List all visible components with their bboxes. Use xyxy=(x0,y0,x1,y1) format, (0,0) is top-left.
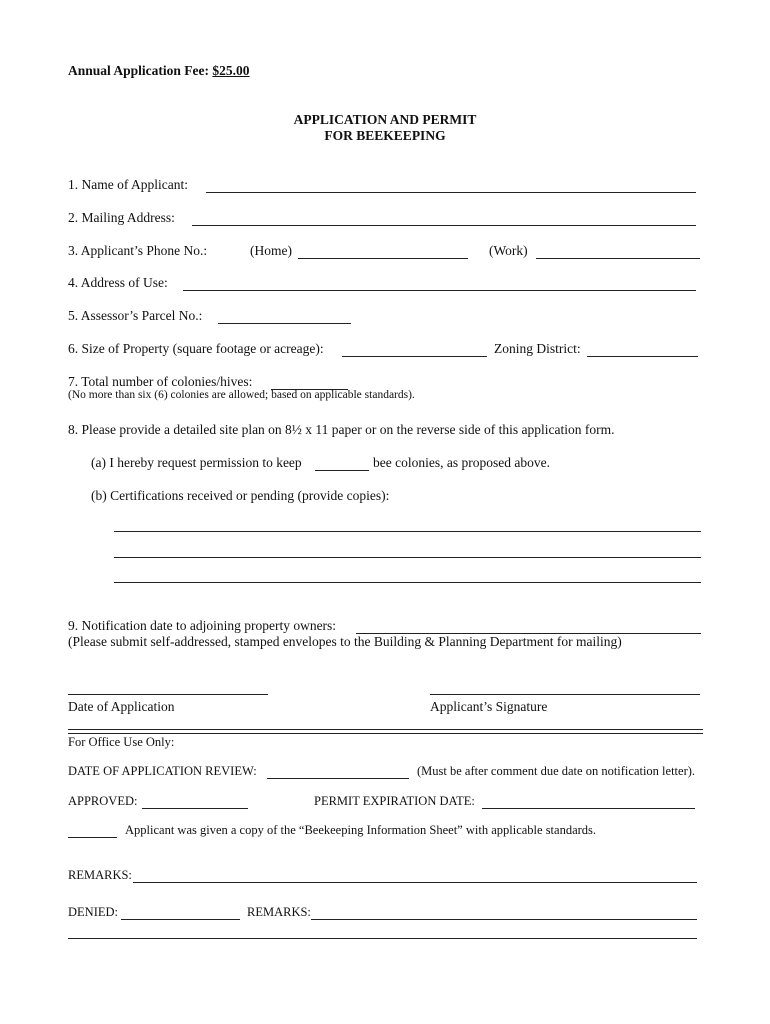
info-sheet-statement: Applicant was given a copy of the “Beekeeping Information Sheet” with applicable standards. xyxy=(125,823,597,837)
denied-remarks-label: REMARKS: xyxy=(247,905,311,919)
colonies-count-field[interactable] xyxy=(271,373,348,390)
parcel-number-field[interactable] xyxy=(218,307,351,324)
office-use-heading: For Office Use Only: xyxy=(68,735,175,749)
permission-request-suffix: bee colonies, as proposed above. xyxy=(373,455,550,470)
name-of-applicant-field[interactable] xyxy=(206,176,696,193)
permit-expiration-field[interactable] xyxy=(482,792,695,809)
remarks-label: REMARKS: xyxy=(68,868,132,882)
office-use-divider xyxy=(68,729,703,734)
zoning-district-label: Zoning District: xyxy=(494,341,581,356)
denied-remarks-field[interactable] xyxy=(311,903,697,920)
form-title-line2: FOR BEEKEEPING xyxy=(324,128,446,143)
property-size-field[interactable] xyxy=(342,340,487,357)
permission-request-label: (a) I hereby request permission to keep xyxy=(91,455,302,470)
site-plan-instruction: 8. Please provide a detailed site plan on 8½ x 11 paper or on the reverse side of this application form. xyxy=(68,422,615,437)
colonies-count-label: 7. Total number of colonies/hives: xyxy=(68,374,253,389)
notification-date-label: 9. Notification date to adjoining property owners: xyxy=(68,618,337,633)
zoning-district-field[interactable] xyxy=(587,340,698,357)
date-of-application-line[interactable] xyxy=(68,694,268,695)
certifications-line-3[interactable] xyxy=(114,566,701,583)
applicant-signature-line[interactable] xyxy=(430,694,700,695)
permit-expiration-label: PERMIT EXPIRATION DATE: xyxy=(314,794,475,808)
review-date-field[interactable] xyxy=(267,762,409,779)
review-date-label: DATE OF APPLICATION REVIEW: xyxy=(68,764,257,778)
parcel-number-label: 5. Assessor’s Parcel No.: xyxy=(68,308,203,323)
applicant-signature-label: Applicant’s Signature xyxy=(430,699,548,714)
denied-label: DENIED: xyxy=(68,905,118,919)
form-title-line1: APPLICATION AND PERMIT xyxy=(293,112,477,127)
phone-label: 3. Applicant’s Phone No.: xyxy=(68,243,208,258)
phone-home-field[interactable] xyxy=(298,242,468,259)
phone-home-label: (Home) xyxy=(250,243,292,258)
review-date-note: (Must be after comment due date on notification letter). xyxy=(417,764,696,778)
denied-field[interactable] xyxy=(121,903,240,920)
denied-remarks-line-2[interactable] xyxy=(68,922,697,939)
fee-amount: $25.00 xyxy=(212,63,250,78)
approved-field[interactable] xyxy=(142,792,248,809)
address-of-use-label: 4. Address of Use: xyxy=(68,275,168,290)
approved-label: APPROVED: xyxy=(68,794,138,808)
mailing-address-field[interactable] xyxy=(192,209,696,226)
notification-date-field[interactable] xyxy=(356,617,701,634)
name-of-applicant-label: 1. Name of Applicant: xyxy=(68,177,188,192)
certifications-line-2[interactable] xyxy=(114,541,701,558)
mailing-address-label: 2. Mailing Address: xyxy=(68,210,175,225)
phone-work-field[interactable] xyxy=(536,242,700,259)
property-size-label: 6. Size of Property (square footage or acreage): xyxy=(68,341,324,356)
application-fee xyxy=(68,64,250,78)
envelope-instruction: (Please submit self-addressed, stamped envelopes to the Building & Planning Department for mailing) xyxy=(68,634,622,649)
colonies-requested-field[interactable] xyxy=(315,454,369,471)
certifications-label: (b) Certifications received or pending (provide copies): xyxy=(91,488,390,503)
certifications-line-1[interactable] xyxy=(114,515,701,532)
date-of-application-label: Date of Application xyxy=(68,699,175,714)
phone-work-label: (Work) xyxy=(489,243,528,258)
colonies-limit-note: (No more than six (6) colonies are allowed; based on applicable standards). xyxy=(68,389,415,401)
fee-label: Annual Application Fee: xyxy=(68,63,210,78)
info-sheet-given-field[interactable] xyxy=(68,821,117,838)
remarks-field[interactable] xyxy=(133,866,697,883)
address-of-use-field[interactable] xyxy=(183,274,696,291)
